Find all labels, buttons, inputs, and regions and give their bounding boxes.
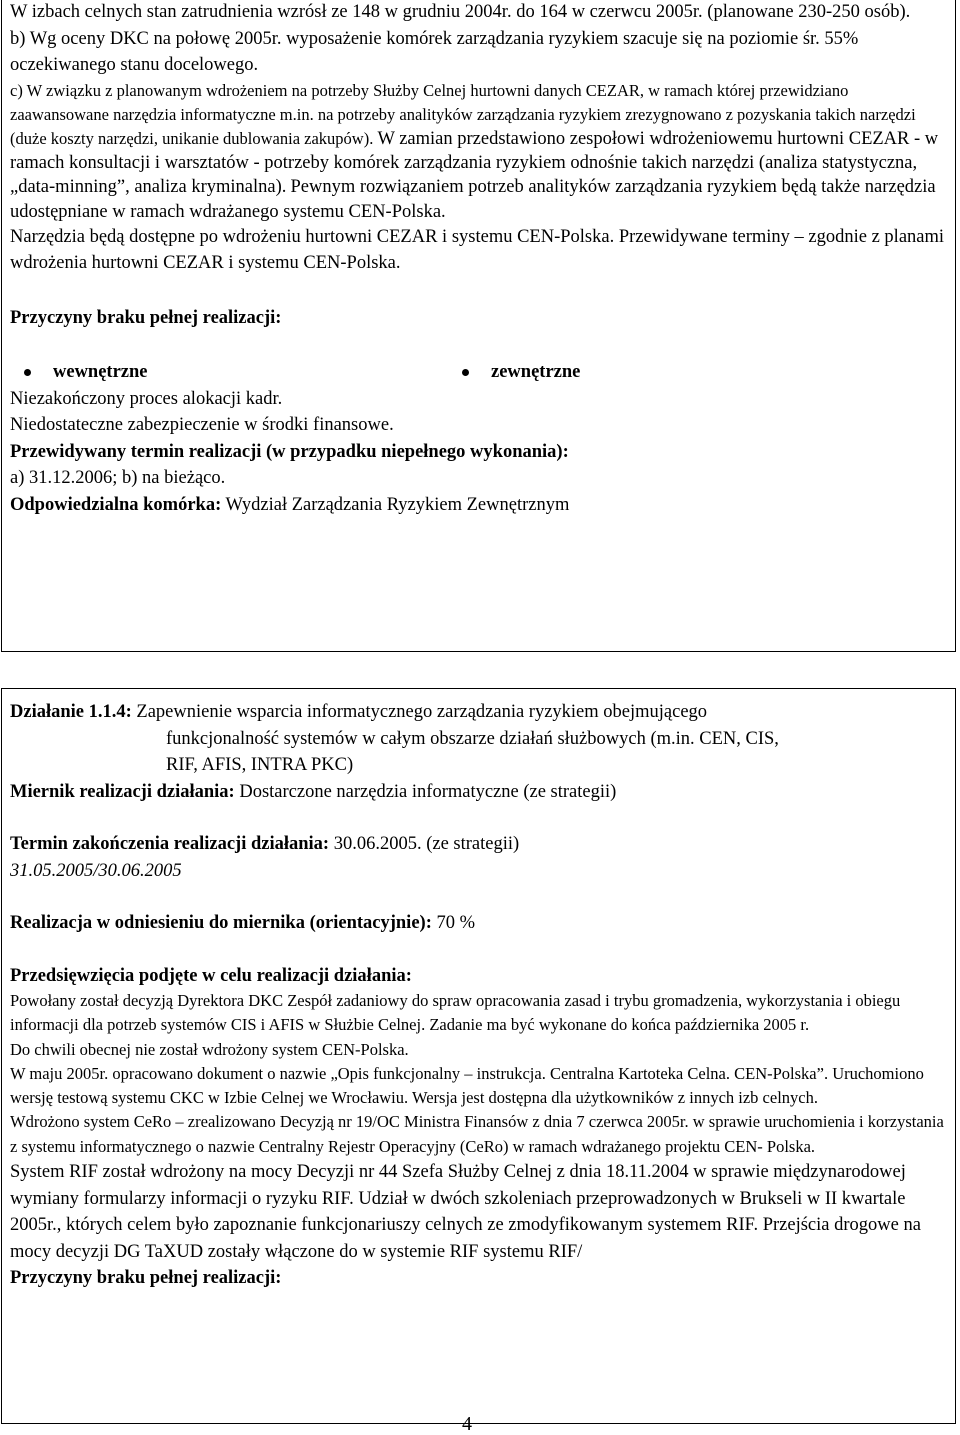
action-line-3: RIF, AFIS, INTRA PKC) [166, 755, 354, 775]
report-section-2 [1, 688, 956, 1424]
text-alternative: W zamian przedstawiono zespołowi wdrożeniowemu hurtowni CEZAR - w ramach konsultacji i warsztatów - potrzeby komórek zarządzania ryzykiem odnośnie takich narzędzi (analiza statystyczna, „data-minning”, analiza kryminalna). [10, 128, 939, 198]
undertaking-ckc: W maju 2005r. opracowano dokument o nazwie „Opis funkcjonalny – instrukcja. Centralna Kartoteka Celna. CEN-Polska”. Uruchomiono wersję testową systemu CKC w Izbie Celnej we Wrocławiu. Wersja jest dostępna dla użytkowników z innych izb celnych. [10, 1063, 924, 1108]
measure-value: Dostarczone narzędzia informatyczne (ze strategii) [239, 781, 617, 802]
paragraph-equipment: b) Wg oceny DKC na połowę 2005r. wyposażenie komórek zarządzania ryzykiem szacuje się na poziomie śr. 55% oczekiwanego stanu docelowego. [10, 28, 859, 75]
measure-label: Miernik realizacji działania: [10, 781, 235, 802]
report-section-1 [1, 0, 956, 652]
external-column [438, 359, 947, 439]
responsible-unit [10, 492, 947, 519]
undertakings-heading: Przedsięwzięcia podjęte w celu realizacji działania: [10, 965, 412, 986]
text-cezar: c) W związku z planowanym wdrożeniem na potrzeby Służby Celnej hurtowni danych CEZAR, w ramach której przewidziano zaawansowane narzędzia informatyczne m.in. na potrzeby analityków zarządzania ryzykiem zrezygnowano z pozyskania takich narzędzi (duże koszty narzędzi, unikanie dublowania zakupów). [10, 80, 916, 148]
measure-line [10, 779, 947, 806]
unit-value: Wydział Zarządzania Ryzykiem Zewnętrznym [225, 494, 570, 515]
end-value: 30.06.2005. (ze strategii) [333, 834, 520, 854]
paragraph-cezar [10, 79, 947, 224]
deadline-value: a) 31.12.2006; b) na bieżąco. [10, 468, 226, 489]
undertaking-team: Powołany został decyzją Dyrektora DKC Zespół zadaniowy do spraw opracowania zasad i trybu gromadzenia, wykorzystania i obiegu informacji dla potrzeb systemów CIS i AFIS w Służbie Celnej. Zadanie ma być wykonane do końca października 2005 r. [10, 991, 901, 1035]
internal-column [10, 359, 438, 439]
internal-reason-1: Niezakończony proces alokacji kadr. [10, 388, 283, 409]
progress-line [10, 910, 947, 937]
page-number: 4 [462, 1413, 472, 1435]
undertaking-rif: System RIF został wdrożony na mocy Decyzji nr 44 Szefa Służby Celnej z dnia 18.11.2004 w sprawie międzynarodowej wymiany formularzy informacji o ryzyku RIF. Udział w dwóch szkoleniach przeprowadzonych w Brukseli w II kwartale 2005r., których celem było zapoznanie funkcjonariuszy celnych ze zmodyfikowanym systemem RIF. Przejścia drogowe na mocy decyzji DG TaXUD zostały włączone do w systemie RIF systemu RIF/ [10, 1162, 921, 1262]
internal-reason-2: Niedostateczne zabezpieczenie w środki finansowe. [10, 415, 394, 436]
bullet-icon [462, 369, 469, 376]
end-date-actual [10, 858, 947, 885]
external-heading [448, 359, 947, 386]
internal-label: wewnętrzne [53, 362, 148, 383]
paragraph-staffing: W izbach celnych stan zatrudnienia wzrósł ze 148 w grudniu 2004r. do 164 w czerwcu 2005r. (planowane 230-250 osób). [10, 2, 911, 22]
unit-label: Odpowiedzialna komórka: [10, 494, 222, 515]
bullet-icon [24, 369, 31, 376]
action-label: Działanie 1.1.4: [10, 702, 132, 722]
internal-heading [10, 359, 438, 386]
action-line-2: funkcjonalność systemów w całym obszarze działań służbowych (m.in. CEN, CIS, [166, 728, 779, 749]
end-value-2: 31.05.2005/30.06.2005 [10, 860, 182, 881]
paragraph-availability: Narzędzia będą dostępne po wdrożeniu hurtowni CEZAR i systemu CEN-Polska. Przewidywane terminy – zgodnie z planami wdrożenia hurtowni CEZAR i systemu CEN-Polska. [10, 226, 945, 274]
end-label: Termin zakończenia realizacji działania: [10, 834, 330, 854]
text-cen-solution: Pewnym rozwiązaniem potrzeb analityków zarządzania ryzykiem będą także narzędzia udostępniane w ramach wdrażanego systemu CEN-Polska. [10, 177, 936, 222]
undertaking-cen: Do chwili obecnej nie został wdrożony system CEN-Polska. [10, 1039, 409, 1059]
external-label: zewnętrzne [491, 362, 581, 383]
reasons-heading-2: Przyczyny braku pełnej realizacji: [10, 1268, 282, 1289]
reasons-heading: Przyczyny braku pełnej realizacji: [10, 307, 282, 328]
end-date-line [10, 831, 947, 858]
progress-value: 70 % [436, 913, 476, 933]
action-line-1 [10, 699, 947, 726]
reasons-columns [10, 359, 947, 439]
action-text-1: Zapewnienie wsparcia informatycznego zarządzania ryzykiem obejmującego [136, 702, 708, 722]
progress-label: Realizacja w odniesieniu do miernika (orientacyjnie): [10, 913, 432, 933]
undertaking-cero: Wdrożono system CeRo – zrealizowano Decyzją nr 19/OC Ministra Finansów z dnia 7 czerwca 2005r. w sprawie uruchomienia i korzystania z systemu informatycznego o nazwie Centralny Rejestr Operacyjny (CeRo) w ramach wdrażanego projektu CEN- Polska. [10, 1112, 944, 1156]
deadline-label: Przewidywany termin realizacji (w przypadku niepełnego wykonania): [10, 441, 569, 462]
